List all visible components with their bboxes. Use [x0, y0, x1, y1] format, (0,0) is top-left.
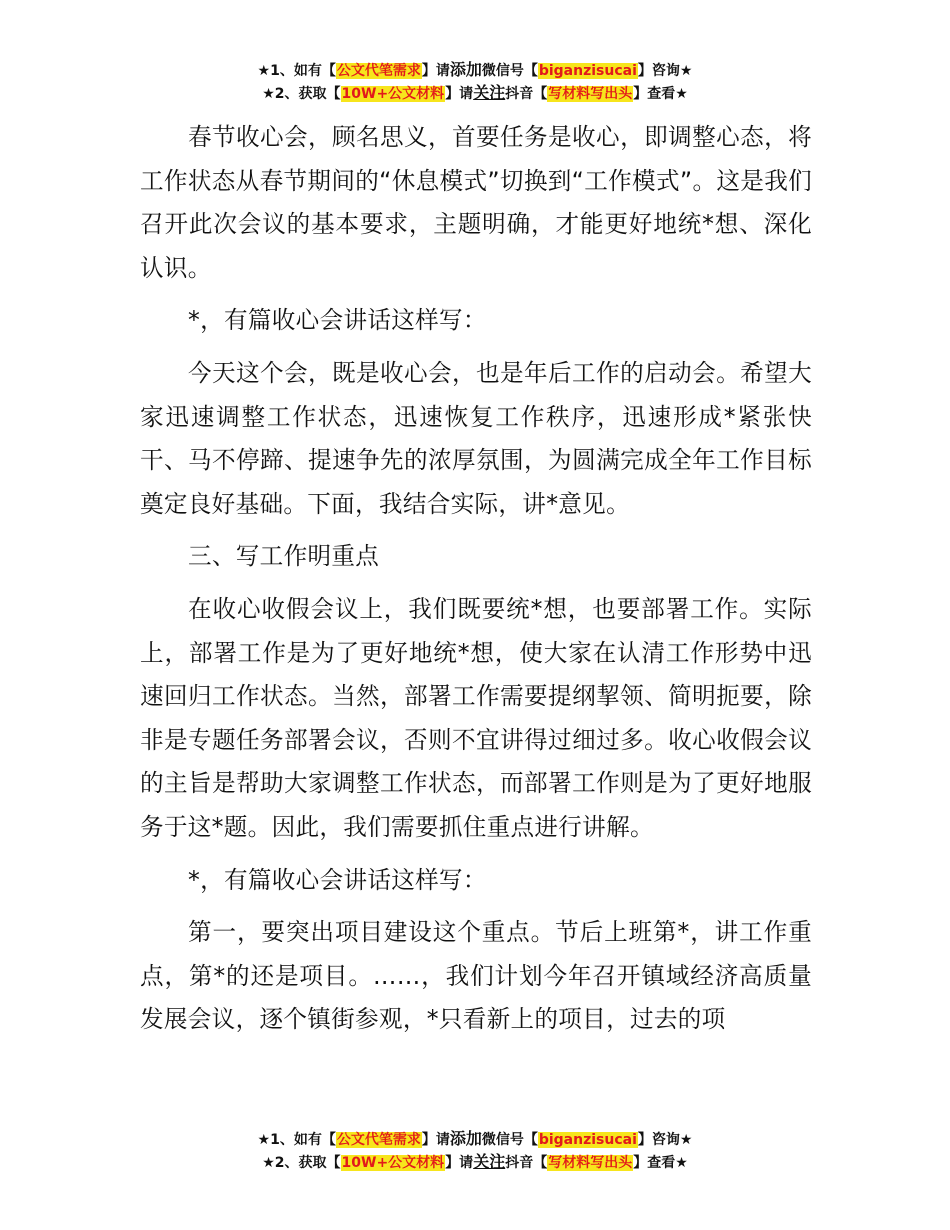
paragraph: 今天这个会，既是收心会，也是年后工作的启动会。希望大家迅速调整工作状态，迅速恢复工作秩序，迅速形成*紧张快干、马不停蹄、提速争先的浓厚氛围，为圆满完成全年工作目标奠定良好基础。下面，我结合实际，讲*意见。: [140, 358, 812, 518]
paragraph: 春节收心会，顾名思义，首要任务是收心，即调整心态，将工作状态从春节期间的“休息模式”切换到“工作模式”。这是我们召开此次会议的基本要求，主题明确，才能更好地统*想、深化认识。: [140, 123, 812, 282]
promo-highlight-service: 公文代笔需求: [336, 1132, 421, 1148]
promo-highlight-douyin: 写材料写出头: [548, 1155, 633, 1171]
promo-line-1: [0, 59, 950, 82]
promo-emphasis: 添加: [449, 60, 482, 79]
promo-highlight-materials: 10W+公文材料: [341, 86, 445, 102]
promo-line-2: [0, 82, 950, 105]
promo-highlight-douyin: 写材料写出头: [548, 86, 633, 102]
promo-text: ★2、获取【: [262, 1155, 341, 1171]
promo-text: 抖音【: [505, 86, 548, 102]
promo-text: 】咨询★: [637, 63, 693, 79]
promo-line-2: [0, 1151, 950, 1174]
promo-text: ★1、如有【: [257, 63, 336, 79]
promo-emphasis: 关注: [473, 1152, 506, 1171]
promo-text: 】查看★: [633, 86, 688, 102]
promo-text: 】请: [421, 1132, 450, 1148]
footer-promo-banner: [0, 1128, 950, 1174]
promo-highlight-wechat-id: biganzisucai: [538, 63, 637, 79]
promo-line-1: [0, 1128, 950, 1151]
promo-text: 】请: [445, 86, 474, 102]
promo-text: 】请: [421, 63, 450, 79]
promo-text: 】咨询★: [637, 1132, 693, 1148]
promo-highlight-wechat-id: biganzisucai: [538, 1132, 637, 1148]
promo-emphasis: 关注: [473, 83, 506, 102]
promo-highlight-materials: 10W+公文材料: [341, 1155, 445, 1171]
paragraph: 在收心收假会议上，我们既要统*想，也要部署工作。实际上，部署工作是为了更好地统*想，使大家在认清工作形势中迅速回归工作状态。当然，部署工作需要提纲挈领、简明扼要，除非是专题任务部署会议，否则不宜讲得过细过多。收心收假会议的主旨是帮助大家调整工作状态，而部署工作则是为了更好地服务于这*题。因此，我们需要抓住重点进行讲解。: [140, 594, 812, 841]
promo-text: 微信号【: [481, 1132, 538, 1148]
header-promo-banner: [0, 59, 950, 105]
promo-text: ★1、如有【: [257, 1132, 336, 1148]
paragraph: 第一，要突出项目建设这个重点。节后上班第*，讲工作重点，第*的还是项目。……，我们计划今年召开镇域经济高质量发展会议，逐个镇街参观，*只看新上的项目，过去的项: [140, 918, 812, 1034]
promo-emphasis: 添加: [449, 1129, 482, 1148]
promo-text: 】请: [445, 1155, 474, 1171]
promo-text: ★2、获取【: [262, 86, 341, 102]
paragraph: *，有篇收心会讲话这样写：: [188, 865, 487, 894]
section-heading: 三、写工作明重点: [188, 542, 380, 571]
document-body: [140, 116, 812, 1051]
paragraph: *，有篇收心会讲话这样写：: [188, 306, 487, 335]
promo-highlight-service: 公文代笔需求: [336, 63, 421, 79]
promo-text: 抖音【: [505, 1155, 548, 1171]
promo-text: 微信号【: [481, 63, 538, 79]
promo-text: 】查看★: [633, 1155, 688, 1171]
